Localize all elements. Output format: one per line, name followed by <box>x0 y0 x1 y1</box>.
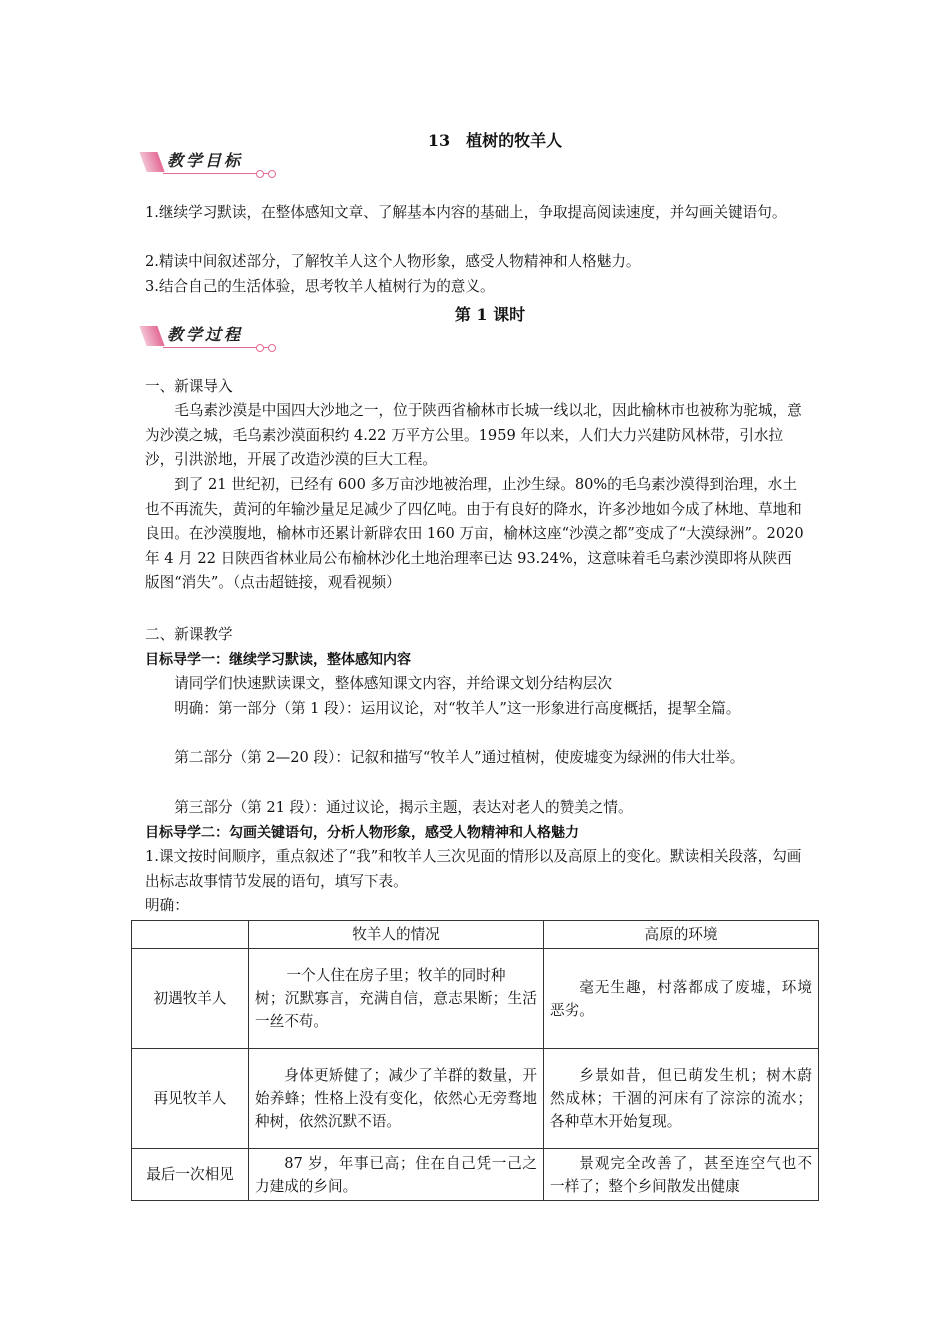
banner-dot-icon <box>256 344 264 352</box>
banner-line <box>163 173 271 174</box>
table-cell-environment: 乡景如昔，但已萌发生机；树木蔚然成林；干涸的河床有了淙淙的流水；各种草木开始复现。 <box>544 1049 819 1149</box>
guide1-part3: 第三部分（第 21 段）：通过议论，揭示主题，表达对老人的赞美之情。 <box>174 799 633 816</box>
table-header-cell <box>132 921 249 949</box>
goal-item: 1.继续学习默读，在整体感知文章、了解基本内容的基础上，争取提高阅读速度，并勾画关键语句。 <box>145 204 787 221</box>
table-header-row <box>132 921 819 949</box>
intro-heading: 一、新课导入 <box>145 378 233 395</box>
guide1-heading: 目标导学一：继续学习默读，整体感知内容 <box>145 652 411 668</box>
ribbon-decoration <box>139 152 164 172</box>
table-cell-stage: 初遇牧羊人 <box>132 949 249 1049</box>
section-banner-process <box>143 322 278 352</box>
goal-item: 3.结合自己的生活体验，思考牧羊人植树行为的意义。 <box>145 278 495 295</box>
table-header-cell: 牧羊人的情况 <box>249 921 544 949</box>
document-title: 13 植树的牧羊人 <box>427 131 563 150</box>
lesson-title: 第 1 课时 <box>454 305 526 324</box>
guide2-task: 1.课文按时间顺序，重点叙述了“我”和牧羊人三次见面的情形以及高原上的变化。默读相关段落，勾画出标志故事情节发展的语句，填写下表。 <box>145 848 802 890</box>
teach-heading: 二、新课教学 <box>145 626 233 643</box>
table-cell-shepherd <box>249 949 544 1049</box>
banner-dot-icon <box>268 170 276 178</box>
table-cell-shepherd: 87 岁，年事已高；住在自己凭一己之力建成的乡间。 <box>249 1149 544 1201</box>
guide2-answer-label: 明确： <box>145 897 189 914</box>
guide1-part1: 明确：第一部分（第 1 段）：运用议论，对“牧羊人”这一形象进行高度概括，提挈全篇。 <box>174 700 741 717</box>
banner-dot-icon <box>268 344 276 352</box>
banner-line <box>163 347 271 348</box>
goal-item: 2.精读中间叙述部分，了解牧羊人这个人物形象，感受人物精神和人格魅力。 <box>145 253 641 270</box>
table-cell-shepherd: 身体更矫健了；减少了羊群的数量，开始养蜂；性格上没有变化，依然心无旁骛地种树，依然沉默不语。 <box>249 1049 544 1149</box>
intro-paragraph-1: 毛乌素沙漠是中国四大沙地之一，位于陕西省榆林市长城一线以北，因此榆林市也被称为驼城，意为沙漠之城，毛乌素沙漠面积约 4.22 万平方公里。1959 年以来，人们大力兴建防风林带，引水拉沙，引洪淤地，开展了改造沙漠的巨大工程。 <box>145 402 802 468</box>
table-cell-stage: 再见牧羊人 <box>132 1049 249 1149</box>
banner-dot-icon <box>256 170 264 178</box>
guide1-part2: 第二部分（第 2—20 段）：记叙和描写“牧羊人”通过植树，使废墟变为绿洲的伟大壮举。 <box>174 749 745 766</box>
cell-line: 树；沉默寡言，充满自信，意志果断；生活一丝不苟。 <box>255 990 537 1030</box>
table-cell-stage: 最后一次相见 <box>132 1149 249 1201</box>
table-header-cell: 高原的环境 <box>544 921 819 949</box>
table-row <box>132 949 819 1049</box>
ribbon-decoration <box>139 326 164 346</box>
table-cell-environment: 景观完全改善了，甚至连空气也不一样了；整个乡间散发出健康 <box>544 1149 819 1201</box>
table-row <box>132 1049 819 1149</box>
guide1-task: 请同学们快速默读课文，整体感知课文内容，并给课文划分结构层次 <box>174 675 613 692</box>
guide2-heading: 目标导学二：勾画关键语句，分析人物形象，感受人物精神和人格魅力 <box>145 825 579 841</box>
section-label-process: 教学过程 <box>167 325 244 344</box>
comparison-table <box>131 920 819 1201</box>
cell-line: 一个人住在房子里；牧羊的同时种 <box>286 967 506 984</box>
table-cell-environment: 毫无生趣，村落都成了废墟，环境恶劣。 <box>544 949 819 1049</box>
table-row <box>132 1149 819 1201</box>
section-label-goals: 教学目标 <box>167 151 244 170</box>
section-banner-goals <box>143 148 278 178</box>
intro-paragraph-2: 到了 21 世纪初，已经有 600 多万亩沙地被治理，止沙生绿。80%的毛乌素沙漠得到治理，水土也不再流失，黄河的年输沙量足足减少了四亿吨。由于有良好的降水，许多沙地如今成了林地、草地和良田。在沙漠腹地，榆林市还累计新辟农田 160 万亩，榆林这座“沙漠之都”变成了“大漠绿洲”。2020 年 4 月 22 日陕西省林业局公布榆林沙化土地治理率已达 93.24%，这意味着毛乌素沙漠即将从陕西版图“消失”。（点击超链接，观看视频） <box>145 476 804 591</box>
